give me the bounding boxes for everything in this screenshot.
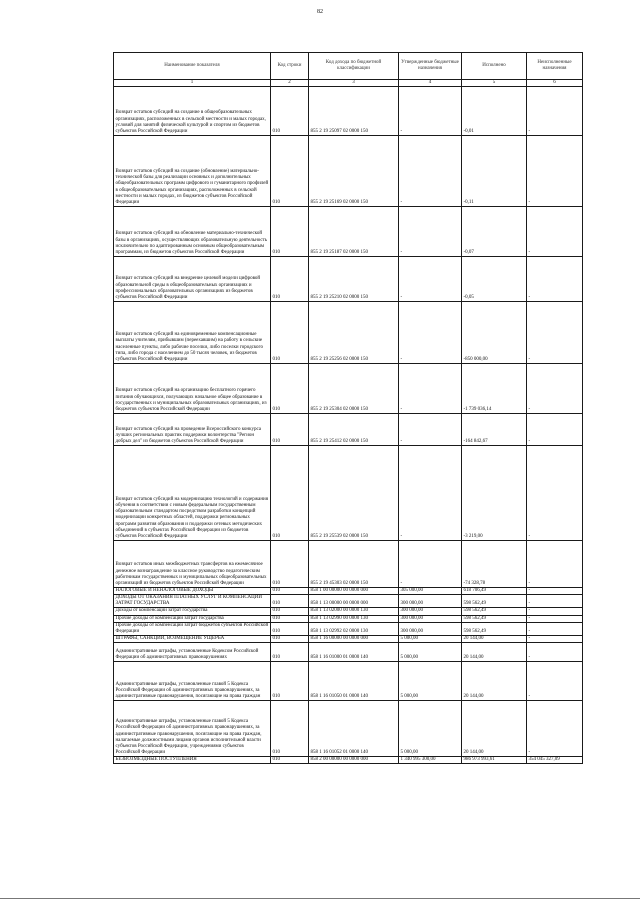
executed-amount-cell: -3 219,00 [462,446,527,541]
line-code-cell: 010 [271,446,309,541]
revenue-code-cell: 858 1 13 00000 00 0000 000 [309,595,399,608]
unexecuted-amount-cell: - [527,662,583,701]
table-header-row [114,53,583,80]
table-row [114,588,583,595]
unexecuted-amount-cell: - [527,257,583,302]
indicator-name-cell: Прочие доходы от компенсации затрат бюджетов субъектов Российской Федерации [114,622,271,635]
unexecuted-amount-cell: - [527,636,583,643]
table-row [114,257,583,302]
line-code-cell: 010 [271,662,309,701]
revenue-code-cell: 855 2 19 25169 02 0000 150 [309,136,399,207]
revenue-code-cell: 858 1 13 02992 02 0000 130 [309,622,399,635]
indicator-name-cell: Административные штрафы, установленные главой 5 Кодекса Российской Федерации об административных правонарушениях, за административные правонарушения, посягающие на права граждан [114,662,271,701]
table-row [114,622,583,635]
line-code-cell: 010 [271,541,309,588]
page-bottom-rule [0,898,640,899]
column-number: 2 [271,80,309,87]
unexecuted-amount-cell: - [527,87,583,136]
revenue-code-cell: 858 1 16 01050 01 0000 140 [309,662,399,701]
column-number: 6 [527,80,583,87]
executed-amount-cell: 20 144,00 [462,643,527,662]
indicator-name-cell: Возврат остатков субсидий на организацию бесплатного горячего питания обучающихся, получающих начальное общее образование в государственных и муниципальных образовательных организациях, из бюджетов субъектов Российской Федерации [114,364,271,414]
line-code-cell: 010 [271,643,309,662]
table-row [114,757,583,764]
indicator-name-cell: ДОХОДЫ ОТ ОКАЗАНИЯ ПЛАТНЫХ УСЛУГ И КОМПЕНСАЦИИ ЗАТРАТ ГОСУДАРСТВА [114,595,271,608]
approved-amount-cell: - [399,302,462,364]
table-row [114,541,583,588]
indicator-name-cell: Возврат остатков субсидий на проведение Всероссийского конкурса лучших региональных практик поддержки волонтерства "Регион добрых дел" из бюджетов субъектов Российской Федерации [114,414,271,446]
unexecuted-amount-cell: - [527,643,583,662]
executed-amount-cell: -0,11 [462,136,527,207]
line-code-cell: 010 [271,302,309,364]
table-row [114,701,583,757]
line-code-cell: 010 [271,608,309,615]
approved-amount-cell: 305 000,00 [399,588,462,595]
table-row [114,608,583,615]
indicator-name-cell: БЕЗВОЗМЕЗДНЫЕ ПОСТУПЛЕНИЯ [114,757,271,764]
executed-amount-cell: 598 562,49 [462,595,527,608]
indicator-name-cell: Возврат остатков субсидий на единовременные компенсационные выплаты учителям, прибывшим (переехавшим) на работу в сельские населенные пункты, либо рабочие поселки, либо поселки городского типа, либо города с населением до 50 тысяч человек, из бюджетов субъектов Российской Федерации [114,302,271,364]
approved-amount-cell: 300 000,00 [399,615,462,622]
executed-amount-cell: 598 562,49 [462,615,527,622]
header-executed: Исполнено [462,53,527,80]
unexecuted-amount-cell: - [527,622,583,635]
table-row [114,207,583,257]
line-code-cell: 010 [271,622,309,635]
approved-amount-cell: 5 000,00 [399,662,462,701]
approved-amount-cell: 300 000,00 [399,608,462,615]
revenue-code-cell: 858 1 16 01052 01 0000 140 [309,701,399,757]
unexecuted-amount-cell: - [527,615,583,622]
table-row [114,414,583,446]
line-code-cell: 010 [271,87,309,136]
page-number: 82 [317,9,323,15]
indicator-name-cell: Возврат остатков субсидий на внедрение целевой модели цифровой образовательной среды в общеобразовательных организациях и профессиональных образовательных организациях из бюджетов субъектов Российской Федерации [114,257,271,302]
line-code-cell: 010 [271,588,309,595]
line-code-cell: 010 [271,257,309,302]
revenue-code-cell: 858 1 13 02000 00 0000 130 [309,608,399,615]
executed-amount-cell: -164 842,67 [462,414,527,446]
indicator-name-cell: Возврат остатков субсидий на обновление материально-технической базы в организациях, осуществляющих образовательную деятельность исключительно по адаптированным основным общеобразовательным программам, из бюджетов субъектов Российской Федерации [114,207,271,257]
column-number: 3 [309,80,399,87]
table-row [114,636,583,643]
executed-amount-cell: -0,07 [462,207,527,257]
revenue-code-cell: 855 2 19 25304 02 0000 150 [309,364,399,414]
unexecuted-amount-cell: - [527,414,583,446]
revenue-code-cell: 855 2 19 25210 02 0000 150 [309,257,399,302]
header-line-code: Код строки [271,53,309,80]
line-code-cell: 010 [271,136,309,207]
unexecuted-amount-cell: - [527,701,583,757]
approved-amount-cell: - [399,207,462,257]
executed-amount-cell: 20 144,00 [462,636,527,643]
approved-amount-cell: - [399,136,462,207]
executed-amount-cell: 598 562,49 [462,608,527,615]
revenue-code-cell: 855 2 19 25256 02 0000 150 [309,302,399,364]
revenue-code-cell: 858 1 00 00000 00 0000 000 [309,588,399,595]
line-code-cell: 010 [271,595,309,608]
line-code-cell: 010 [271,364,309,414]
executed-amount-cell: -74 328,78 [462,541,527,588]
revenue-code-cell: 855 2 19 25097 02 0000 150 [309,87,399,136]
column-number: 1 [114,80,271,87]
table-row [114,595,583,608]
line-code-cell: 010 [271,414,309,446]
indicator-name-cell: Доходы от компенсации затрат государства [114,608,271,615]
approved-amount-cell: 5 000,00 [399,643,462,662]
line-code-cell: 010 [271,207,309,257]
approved-amount-cell: - [399,446,462,541]
approved-amount-cell: 1 340 995 300,00 [399,757,462,764]
header-revenue-code: Код дохода по бюджетной классификации [309,53,399,80]
report-sheet [113,52,582,764]
executed-amount-cell: -1 739 036,14 [462,364,527,414]
executed-amount-cell: -0,05 [462,257,527,302]
revenue-code-cell: 858 2 00 00000 00 0000 000 [309,757,399,764]
approved-amount-cell: - [399,364,462,414]
unexecuted-amount-cell: - [527,136,583,207]
unexecuted-amount-cell: 354 045 327,09 [527,757,583,764]
unexecuted-amount-cell: - [527,364,583,414]
header-indicator-name: Наименование показателя [114,53,271,80]
indicator-name-cell: ШТРАФЫ, САНКЦИИ, ВОЗМЕЩЕНИЕ УЩЕРБА [114,636,271,643]
executed-amount-cell: 598 562,49 [462,622,527,635]
revenue-code-cell: 858 1 16 00000 00 0000 000 [309,636,399,643]
approved-amount-cell: - [399,87,462,136]
table-row [114,615,583,622]
table-row [114,364,583,414]
revenue-code-cell: 855 2 19 45303 02 0000 150 [309,541,399,588]
approved-amount-cell: 300 000,00 [399,622,462,635]
unexecuted-amount-cell: - [527,608,583,615]
table-body [114,87,583,764]
executed-amount-cell: -0,01 [462,87,527,136]
line-code-cell: 010 [271,701,309,757]
line-code-cell: 010 [271,636,309,643]
indicator-name-cell: Административные штрафы, установленные главой 5 Кодекса Российской Федерации об административных правонарушениях, за административные правонарушения, посягающие на права граждан, налагаемые должностными лицами органов исполнительной власти субъектов Российской Федерации, учреждениями субъектов Российской Федерации [114,701,271,757]
revenue-execution-table [113,52,583,764]
executed-amount-cell: 20 144,00 [462,701,527,757]
unexecuted-amount-cell: - [527,446,583,541]
approved-amount-cell: - [399,414,462,446]
indicator-name-cell: НАЛОГОВЫЕ И НЕНАЛОГОВЫЕ ДОХОДЫ [114,588,271,595]
unexecuted-amount-cell: - [527,588,583,595]
approved-amount-cell: 5 000,00 [399,636,462,643]
revenue-code-cell: 855 2 19 25412 02 0000 150 [309,414,399,446]
column-number-row [114,80,583,87]
header-approved: Утвержденные бюджетные назначения [399,53,462,80]
revenue-code-cell: 855 2 19 25539 02 0000 150 [309,446,399,541]
table-row [114,643,583,662]
table-row [114,87,583,136]
indicator-name-cell: Возврат остатков иных межбюджетных трансфертов на ежемесячное денежное вознаграждение за классное руководство педагогическим работникам государственных и муниципальных общеобразовательных организаций из бюджетов субъектов Российской Федерации [114,541,271,588]
indicator-name-cell: Административные штрафы, установленные Кодексом Российской Федерации об административных правонарушениях [114,643,271,662]
executed-amount-cell: -850 000,00 [462,302,527,364]
indicator-name-cell: Возврат остатков субсидий на создание в общеобразовательных организациях, расположенных в сельской местности и малых городах, условий для занятий физической культурой и спортом из бюджетов субъектов Российской Федерации [114,87,271,136]
table-row [114,446,583,541]
approved-amount-cell: 300 000,00 [399,595,462,608]
table-row [114,136,583,207]
executed-amount-cell: 986 973 993,61 [462,757,527,764]
column-number: 4 [399,80,462,87]
unexecuted-amount-cell: - [527,595,583,608]
revenue-code-cell: 855 2 19 25187 02 0000 150 [309,207,399,257]
table-row [114,302,583,364]
indicator-name-cell: Возврат остатков субсидий на модернизацию технологий и содержания обучения в соответствии с новым федеральным государственным образовательным стандартом посредством разработки концепций модернизации конкретных областей, поддержки региональных программ развития образования и поддержки сетевых методических объединений в субъектах Российской Федерации из бюджетов субъектов Российской Федерации [114,446,271,541]
executed-amount-cell: 618 706,49 [462,588,527,595]
revenue-code-cell: 858 1 13 02990 00 0000 130 [309,615,399,622]
indicator-name-cell: Прочие доходы от компенсации затрат государства [114,615,271,622]
line-code-cell: 010 [271,615,309,622]
approved-amount-cell: - [399,541,462,588]
column-number: 5 [462,80,527,87]
unexecuted-amount-cell: - [527,207,583,257]
revenue-code-cell: 858 1 16 01000 01 0000 140 [309,643,399,662]
header-unexecuted: Неисполненные назначения [527,53,583,80]
executed-amount-cell: 20 144,00 [462,662,527,701]
unexecuted-amount-cell: - [527,302,583,364]
approved-amount-cell: 5 000,00 [399,701,462,757]
indicator-name-cell: Возврат остатков субсидий на создание (обновление) материально-технической базы для реализации основных и дополнительных общеобразовательных программ цифрового и гуманитарного профилей в общеобразовательных организациях, расположенных в сельской местности и малых городах, из бюджетов субъектов Российской Федерации [114,136,271,207]
approved-amount-cell: - [399,257,462,302]
unexecuted-amount-cell: - [527,541,583,588]
table-row [114,662,583,701]
line-code-cell: 010 [271,757,309,764]
